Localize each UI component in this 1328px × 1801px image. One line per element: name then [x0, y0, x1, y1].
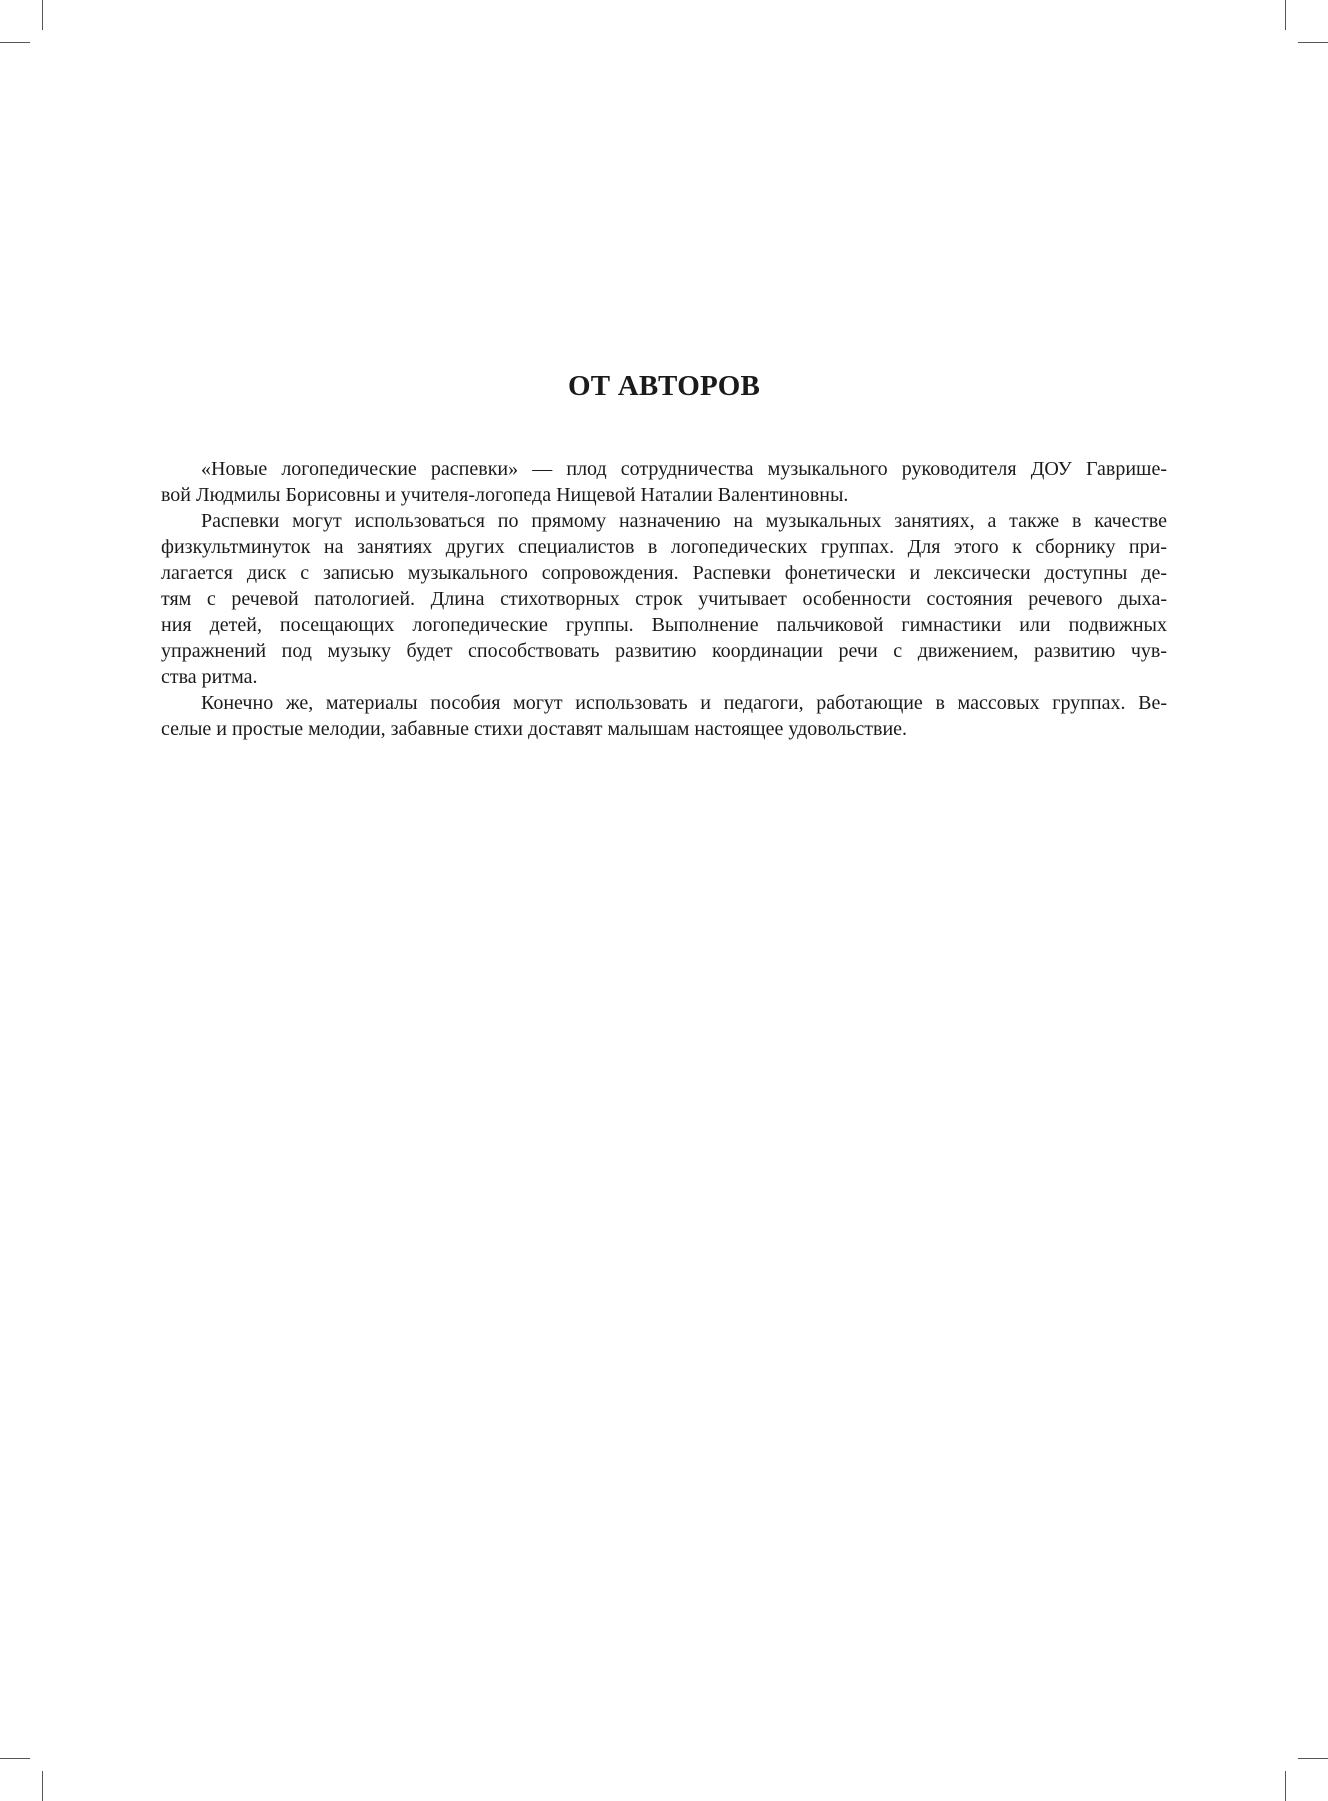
body-text	[161, 456, 1167, 742]
crop-mark-top-right-horizontal	[1298, 42, 1328, 43]
text-line: ства ритма.	[161, 666, 258, 688]
paragraph	[161, 508, 1167, 690]
text-line: селые и простые мелодии, забавные стихи доставят малышам настоящее удовольствие.	[161, 718, 908, 740]
text-line: вой Людмилы Борисовны и учителя-логопеда Нищевой Наталии Валентиновны.	[161, 484, 849, 506]
text-line: «Новые логопедические распевки» — плод сотрудничества музыкального руководителя ДОУ Гаврише-	[201, 458, 1167, 480]
paragraph	[161, 456, 1167, 508]
crop-mark-top-left-horizontal	[0, 42, 30, 43]
crop-mark-bottom-left-horizontal	[0, 1758, 30, 1759]
crop-mark-bottom-right-horizontal	[1298, 1758, 1328, 1759]
crop-mark-bottom-right-vertical	[1285, 1771, 1286, 1801]
text-line: Распевки могут использоваться по прямому назначению на музыкальных занятиях, а также в качестве	[201, 510, 1167, 532]
page-title: ОТ АВТОРОВ	[567, 370, 760, 402]
crop-mark-top-right-vertical	[1285, 0, 1286, 30]
text-line: лагается диск с записью музыкального сопровождения. Распевки фонетически и лексически доступны де-	[161, 562, 1167, 584]
text-line: тям с речевой патологией. Длина стихотворных строк учитывает особенности состояния речевого дыха-	[161, 588, 1167, 610]
text-line: Конечно же, материалы пособия могут использовать и педагоги, работающие в массовых группах. Ве-	[201, 692, 1167, 714]
text-line: ния детей, посещающих логопедические группы. Выполнение пальчиковой гимнастики или подвижных	[161, 614, 1167, 636]
crop-mark-top-left-vertical	[42, 0, 43, 30]
paragraph	[161, 690, 1167, 742]
text-line: физкультминуток на занятиях других специалистов в логопедических группах. Для этого к сборнику при-	[161, 536, 1167, 558]
text-line: упражнений под музыку будет способствовать развитию координации речи с движением, развитию чув-	[161, 640, 1167, 662]
crop-mark-bottom-left-vertical	[42, 1771, 43, 1801]
